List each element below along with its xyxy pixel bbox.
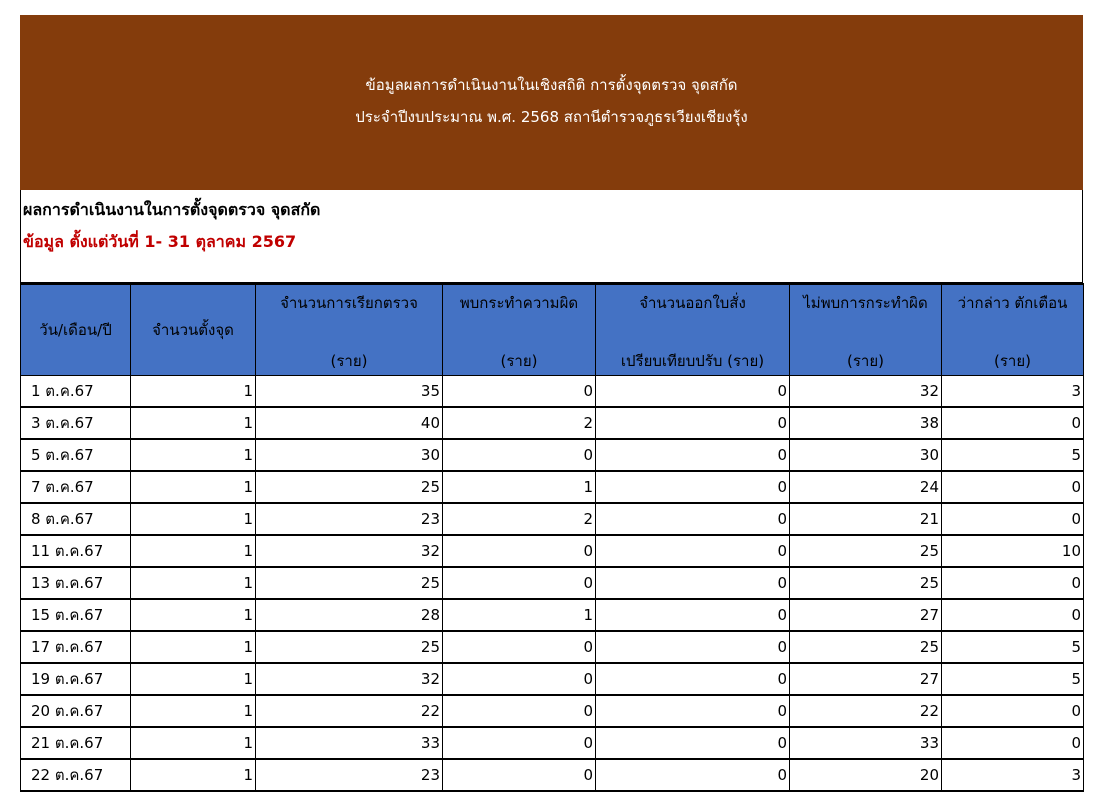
value-cell: 40 <box>256 407 443 439</box>
column-header-unit: (ราย) <box>847 352 884 370</box>
value-cell: 22 <box>256 695 443 727</box>
value-cell: 0 <box>596 503 790 535</box>
value-cell: 1 <box>131 439 256 471</box>
table-row <box>21 471 1084 503</box>
date-cell: 15 ต.ค.67 <box>21 599 131 631</box>
value-cell: 1 <box>443 471 596 503</box>
value-cell: 1 <box>131 759 256 791</box>
table-row <box>21 535 1084 567</box>
value-cell: 0 <box>942 727 1084 759</box>
date-cell: 20 ต.ค.67 <box>21 695 131 727</box>
column-header-label: พบกระทำความผิด <box>459 294 579 312</box>
column-header-unit: เปรียบเทียบปรับ (ราย) <box>620 352 765 370</box>
value-cell: 0 <box>443 631 596 663</box>
column-header-label: จำนวนการเรียกตรวจ <box>280 294 418 312</box>
value-cell: 0 <box>596 376 790 408</box>
banner-subtitle: ประจำปีงบประมาณ พ.ศ. 2568 สถานีตำรวจภูธรเวียงเชียงรุ้ง <box>355 108 748 126</box>
value-cell: 25 <box>256 631 443 663</box>
value-cell: 0 <box>942 695 1084 727</box>
value-cell: 20 <box>790 759 942 791</box>
date-cell: 19 ต.ค.67 <box>21 663 131 695</box>
date-cell: 11 ต.ค.67 <box>21 535 131 567</box>
column-header <box>942 284 1084 376</box>
column-header-label: วัน/เดือน/ปี <box>39 321 112 339</box>
value-cell: 30 <box>790 439 942 471</box>
table-row <box>21 631 1084 663</box>
value-cell: 0 <box>596 631 790 663</box>
value-cell: 33 <box>790 727 942 759</box>
checkpoint-results-table <box>20 283 1084 792</box>
value-cell: 25 <box>256 567 443 599</box>
column-header <box>256 284 443 376</box>
value-cell: 38 <box>790 407 942 439</box>
date-cell: 5 ต.ค.67 <box>21 439 131 471</box>
column-header <box>443 284 596 376</box>
table-header-row <box>21 284 1084 376</box>
table-row <box>21 407 1084 439</box>
value-cell: 0 <box>443 695 596 727</box>
value-cell: 0 <box>443 439 596 471</box>
value-cell: 0 <box>443 727 596 759</box>
column-header-label: ไม่พบการกระทำผิด <box>803 294 928 312</box>
value-cell: 1 <box>131 663 256 695</box>
value-cell: 25 <box>790 631 942 663</box>
value-cell: 2 <box>443 503 596 535</box>
value-cell: 1 <box>131 503 256 535</box>
value-cell: 1 <box>131 567 256 599</box>
column-header-label: จำนวนออกใบสั่ง <box>639 294 746 312</box>
value-cell: 32 <box>790 376 942 408</box>
column-header-unit: (ราย) <box>994 352 1031 370</box>
date-cell: 8 ต.ค.67 <box>21 503 131 535</box>
value-cell: 5 <box>942 631 1084 663</box>
value-cell: 25 <box>256 471 443 503</box>
value-cell: 0 <box>443 759 596 791</box>
table-body <box>21 376 1084 792</box>
date-cell: 7 ต.ค.67 <box>21 471 131 503</box>
value-cell: 0 <box>443 376 596 408</box>
value-cell: 33 <box>256 727 443 759</box>
value-cell: 3 <box>942 759 1084 791</box>
value-cell: 0 <box>596 727 790 759</box>
value-cell: 0 <box>596 439 790 471</box>
value-cell: 1 <box>131 407 256 439</box>
value-cell: 32 <box>256 535 443 567</box>
value-cell: 24 <box>790 471 942 503</box>
value-cell: 0 <box>596 407 790 439</box>
value-cell: 32 <box>256 663 443 695</box>
value-cell: 0 <box>443 535 596 567</box>
value-cell: 1 <box>443 599 596 631</box>
column-header <box>596 284 790 376</box>
value-cell: 0 <box>596 663 790 695</box>
date-cell: 13 ต.ค.67 <box>21 567 131 599</box>
column-header-unit: (ราย) <box>500 352 538 370</box>
date-cell: 22 ต.ค.67 <box>21 759 131 791</box>
column-header-label: จำนวนตั้งจุด <box>152 321 234 339</box>
report-banner <box>20 15 1083 190</box>
value-cell: 25 <box>790 567 942 599</box>
value-cell: 0 <box>443 663 596 695</box>
table-row <box>21 567 1084 599</box>
table-row <box>21 439 1084 471</box>
value-cell: 23 <box>256 503 443 535</box>
date-cell: 17 ต.ค.67 <box>21 631 131 663</box>
date-cell: 1 ต.ค.67 <box>21 376 131 408</box>
value-cell: 0 <box>942 407 1084 439</box>
column-header-label: ว่ากล่าว ตักเตือน <box>957 294 1068 312</box>
value-cell: 3 <box>942 376 1084 408</box>
column-header <box>131 284 256 376</box>
section-header <box>20 190 1083 283</box>
value-cell: 0 <box>596 567 790 599</box>
value-cell: 35 <box>256 376 443 408</box>
column-header <box>790 284 942 376</box>
table-row <box>21 759 1084 791</box>
value-cell: 0 <box>596 471 790 503</box>
table-row <box>21 663 1084 695</box>
banner-title: ข้อมูลผลการดำเนินงานในเชิงสถิติ การตั้งจุดตรวจ จุดสกัด <box>365 76 738 94</box>
date-cell: 3 ต.ค.67 <box>21 407 131 439</box>
value-cell: 0 <box>596 695 790 727</box>
value-cell: 25 <box>790 535 942 567</box>
value-cell: 2 <box>443 407 596 439</box>
value-cell: 0 <box>942 567 1084 599</box>
value-cell: 0 <box>942 503 1084 535</box>
column-header-unit: (ราย) <box>330 352 368 370</box>
value-cell: 27 <box>790 663 942 695</box>
table-row <box>21 376 1084 408</box>
value-cell: 1 <box>131 376 256 408</box>
section-title: ผลการดำเนินงานในการตั้งจุดตรวจ จุดสกัด <box>23 200 321 219</box>
value-cell: 0 <box>942 471 1084 503</box>
value-cell: 28 <box>256 599 443 631</box>
value-cell: 10 <box>942 535 1084 567</box>
value-cell: 0 <box>596 535 790 567</box>
value-cell: 0 <box>596 599 790 631</box>
value-cell: 5 <box>942 439 1084 471</box>
value-cell: 1 <box>131 631 256 663</box>
table-row <box>21 599 1084 631</box>
value-cell: 23 <box>256 759 443 791</box>
table-row <box>21 503 1084 535</box>
value-cell: 1 <box>131 695 256 727</box>
value-cell: 5 <box>942 663 1084 695</box>
table-row <box>21 727 1084 759</box>
value-cell: 0 <box>443 567 596 599</box>
value-cell: 27 <box>790 599 942 631</box>
date-range-label: ข้อมูล ตั้งแต่วันที่ 1- 31 ตุลาคม 2567 <box>23 232 297 251</box>
date-cell: 21 ต.ค.67 <box>21 727 131 759</box>
value-cell: 22 <box>790 695 942 727</box>
value-cell: 1 <box>131 599 256 631</box>
column-header <box>21 284 131 376</box>
value-cell: 0 <box>942 599 1084 631</box>
value-cell: 21 <box>790 503 942 535</box>
table-row <box>21 695 1084 727</box>
value-cell: 1 <box>131 471 256 503</box>
value-cell: 0 <box>596 759 790 791</box>
value-cell: 30 <box>256 439 443 471</box>
value-cell: 1 <box>131 535 256 567</box>
value-cell: 1 <box>131 727 256 759</box>
